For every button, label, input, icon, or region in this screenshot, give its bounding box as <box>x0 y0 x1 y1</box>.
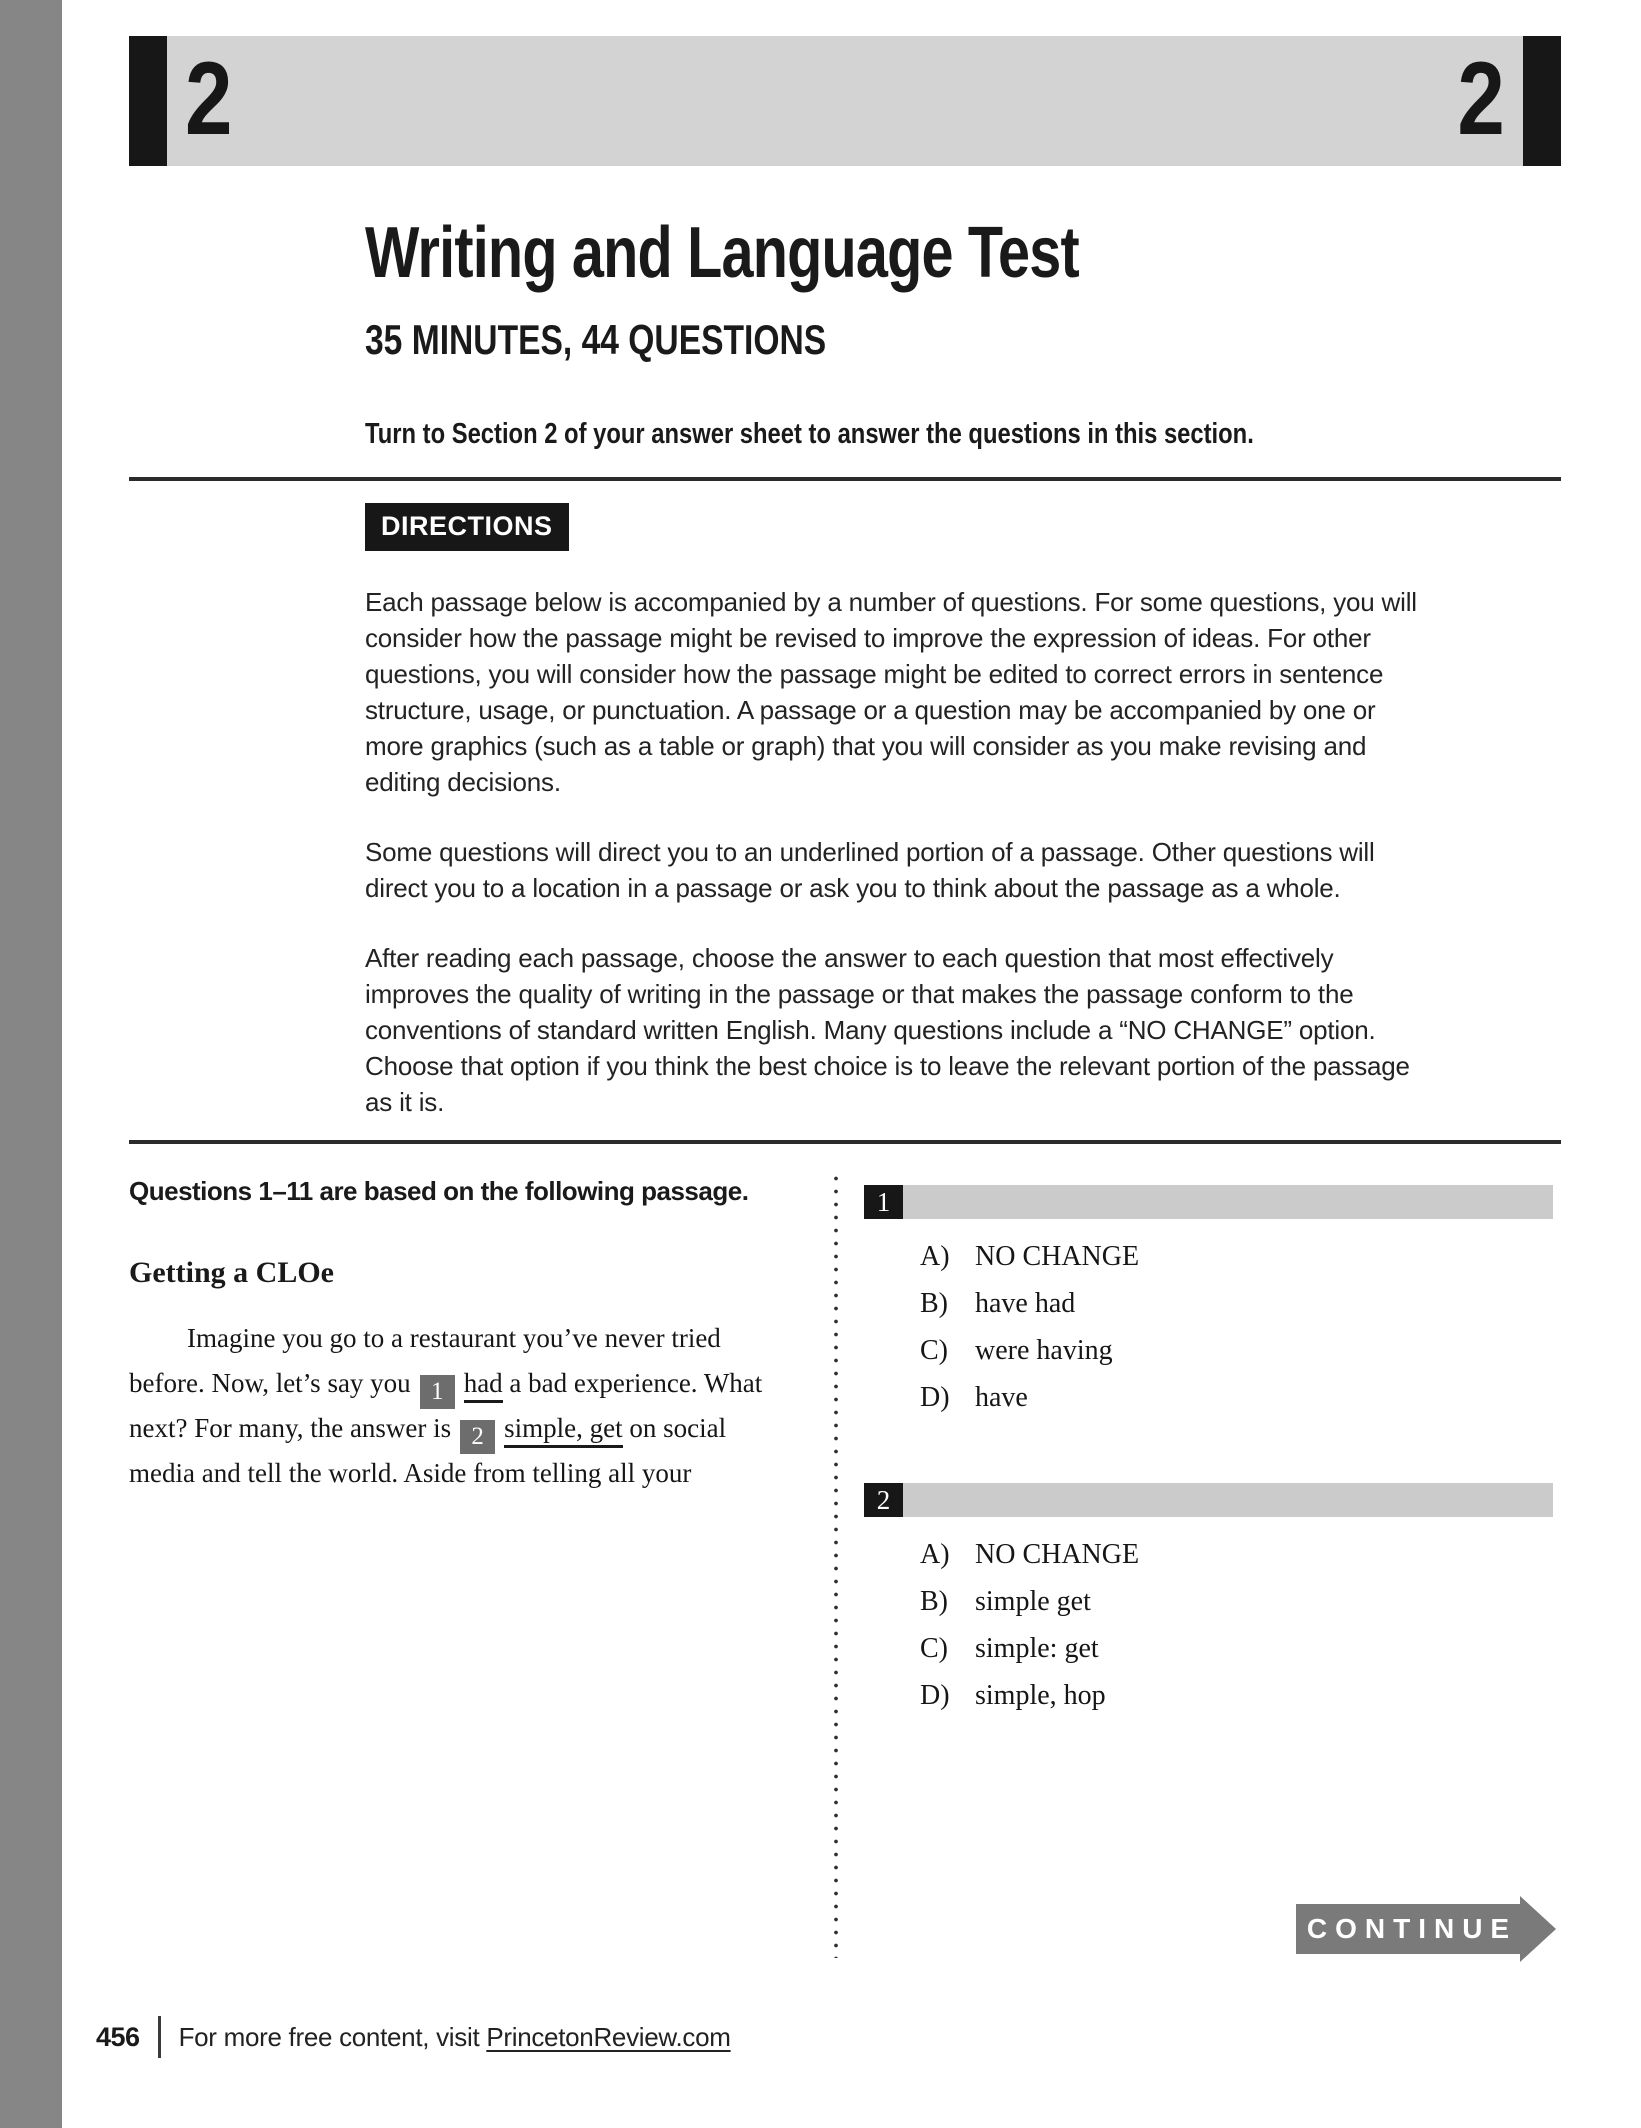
footer-text: For more free content, visit <box>178 2021 487 2052</box>
directions-paragraph-3: After reading each passage, choose the answer to each question that most effectively improves the quality of writing in the passage or that makes the passage conform to the conventions of standard written English. Many questions include a “NO CHANGE” option. Choose that option if you think the best choice is to leave the relevant portion of the passage as it is. <box>365 943 1410 1117</box>
answer-choice-2d[interactable] <box>920 1680 1553 1711</box>
question-2-header-bar <box>903 1483 1553 1517</box>
passage-text: next? For many, the answer is <box>129 1413 452 1443</box>
directions-label: DIRECTIONS <box>365 503 569 551</box>
top-divider-rule <box>129 477 1561 481</box>
choice-letter: C) <box>920 1335 948 1366</box>
question-2-number-box <box>864 1483 903 1517</box>
passage-line-1 <box>129 1316 835 1361</box>
choice-letter: B) <box>920 1586 948 1617</box>
passage-title: Getting a CLOe <box>129 1256 334 1289</box>
choice-letter: C) <box>920 1633 948 1664</box>
question-1-number-box <box>864 1185 903 1219</box>
passage-text: before. Now, let’s say you <box>129 1368 411 1398</box>
choice-letter: A) <box>920 1241 950 1272</box>
choice-text: were having <box>975 1335 1113 1366</box>
passage-text: a bad experience. What <box>502 1368 763 1398</box>
choice-text: simple, hop <box>975 1680 1106 1711</box>
question-2-header <box>864 1483 1553 1517</box>
answer-choice-1a[interactable] <box>920 1241 1553 1272</box>
footer-link[interactable]: PrincetonReview.com <box>486 2021 731 2052</box>
question-2-choices <box>920 1539 1553 1711</box>
choice-letter: A) <box>920 1539 950 1570</box>
choice-text: NO CHANGE <box>975 1539 1140 1570</box>
page-title: Writing and Language Test <box>365 213 1079 293</box>
continue-button[interactable] <box>1296 1896 1556 1962</box>
page-footer <box>96 2016 731 2058</box>
passage-line-4 <box>129 1451 835 1496</box>
question-2-number: 2 <box>876 1484 891 1515</box>
underlined-phrase-2: simple, get <box>504 1413 622 1448</box>
answer-sheet-instruction: Turn to Section 2 of your answer sheet to answer the questions in this section. <box>365 418 1254 450</box>
choice-text: simple: get <box>975 1633 1099 1664</box>
question-ref-marker-1: 1 <box>420 1375 455 1409</box>
question-block-2 <box>864 1483 1553 1727</box>
page-edge-strip <box>0 0 62 2128</box>
questions-range-heading: Questions 1–11 are based on the following passage. <box>129 1176 749 1206</box>
section-number-right: 2 <box>1457 41 1505 157</box>
passage-text: media and tell the world. Aside from telling all your <box>129 1458 692 1488</box>
choice-letter: B) <box>920 1288 948 1319</box>
answer-choice-2c[interactable] <box>920 1633 1553 1664</box>
test-duration-subtitle: 35 MINUTES, 44 QUESTIONS <box>365 316 827 363</box>
question-1-choices <box>920 1241 1553 1413</box>
question-ref-marker-2: 2 <box>460 1420 495 1454</box>
answer-choice-2b[interactable] <box>920 1586 1553 1617</box>
footer-separator <box>158 2016 161 2058</box>
continue-arrow-icon <box>1520 1896 1556 1962</box>
directions-paragraph-2: Some questions will direct you to an underlined portion of a passage. Other questions will direct you to a location in a passage or ask you to think about the passage as a whole. <box>365 837 1375 903</box>
header-left-black-bar <box>129 36 167 166</box>
section-header-bar <box>129 36 1561 166</box>
passage-text: on social <box>622 1413 727 1443</box>
choice-letter: D) <box>920 1680 950 1711</box>
passage-paragraph <box>129 1316 835 1496</box>
page-number: 456 <box>96 2021 140 2052</box>
passage-text: Imagine you go to a restaurant you’ve never tried <box>187 1323 721 1353</box>
bottom-divider-rule <box>129 1140 1561 1144</box>
underlined-phrase-1: had <box>464 1368 503 1403</box>
directions-paragraph-1: Each passage below is accompanied by a number of questions. For some questions, you will consider how the passage might be revised to improve the expression of ideas. For other questions, you will consider how the passage might be edited to correct errors in sentence structure, usage, or punctuation. A passage or a question may be accompanied by one or more graphics (such as a table or graph) that you will consider as you make revising and editing decisions. <box>365 587 1417 797</box>
continue-label: CONTINUE <box>1296 1904 1520 1954</box>
question-1-header <box>864 1185 1553 1219</box>
footer-note <box>179 2022 731 2053</box>
answer-choice-1b[interactable] <box>920 1288 1553 1319</box>
choice-text: have <box>975 1382 1028 1413</box>
choice-text: have had <box>975 1288 1076 1319</box>
column-divider-dotted <box>834 1172 838 1958</box>
directions-body <box>365 584 1425 1154</box>
choice-letter: D) <box>920 1382 950 1413</box>
section-number-left: 2 <box>185 41 233 157</box>
question-1-number: 1 <box>876 1186 891 1217</box>
question-block-1 <box>864 1185 1553 1429</box>
answer-choice-1c[interactable] <box>920 1335 1553 1366</box>
answer-choice-1d[interactable] <box>920 1382 1553 1413</box>
choice-text: simple get <box>975 1586 1091 1617</box>
passage-line-3 <box>129 1406 835 1451</box>
passage-line-2 <box>129 1361 835 1406</box>
header-right-black-bar <box>1523 36 1561 166</box>
answer-choice-2a[interactable] <box>920 1539 1553 1570</box>
question-1-header-bar <box>903 1185 1553 1219</box>
choice-text: NO CHANGE <box>975 1241 1140 1272</box>
